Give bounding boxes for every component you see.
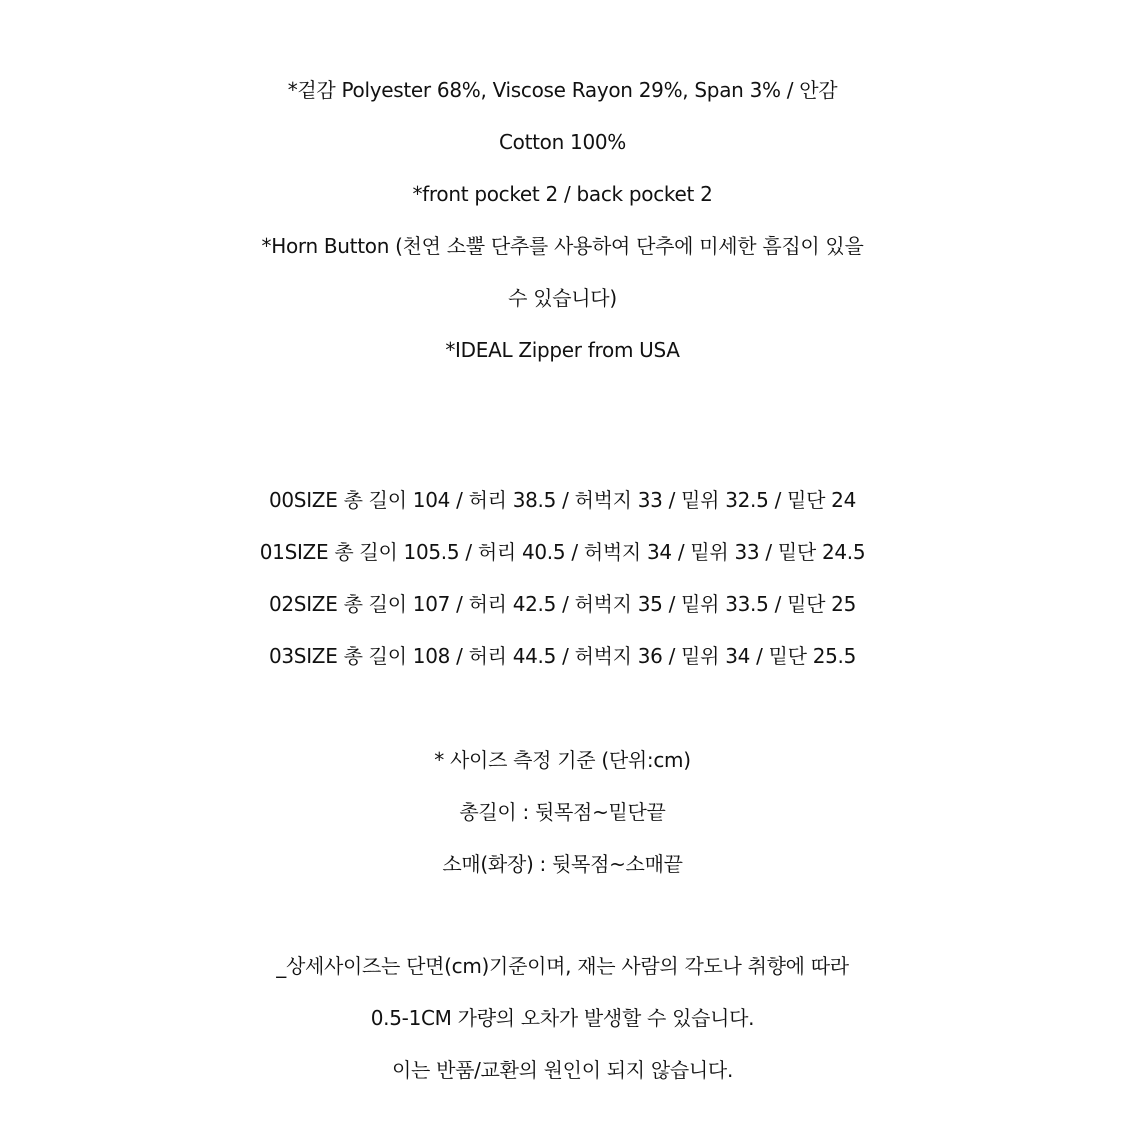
size-row-02: 02SIZE 총 길이 107 / 허리 42.5 / 허벅지 35 / 밑위 33.5 / 밑단 25 [268,592,857,616]
material-line: Cotton 100% [498,130,627,154]
material-line: *겉감 Polyester 68%, Viscose Rayon 29%, Span 3% / 안감 [287,78,838,102]
zipper-line: *IDEAL Zipper from USA [445,338,680,362]
measurement-total-length: 총길이 : 뒷목점~밑단끝 [459,800,666,824]
disclaimer-line: 0.5-1CM 가량의 오차가 발생할 수 있습니다. [370,1006,755,1030]
pocket-line: *front pocket 2 / back pocket 2 [412,182,713,206]
disclaimer-line: 이는 반품/교환의 원인이 되지 않습니다. [391,1058,734,1082]
size-row-01: 01SIZE 총 길이 105.5 / 허리 40.5 / 허벅지 34 / 밑위 33 / 밑단 24.5 [259,540,866,564]
disclaimer-line: _상세사이즈는 단면(cm)기준이며, 재는 사람의 각도나 취향에 따라 [276,954,849,978]
size-row-00: 00SIZE 총 길이 104 / 허리 38.5 / 허벅지 33 / 밑위 32.5 / 밑단 24 [268,488,857,512]
measurement-heading: * 사이즈 측정 기준 (단위:cm) [434,748,691,772]
materials-section [0,64,1125,376]
disclaimer-section [0,940,1125,1096]
button-line: 수 있습니다) [508,286,617,310]
size-row-03: 03SIZE 총 길이 108 / 허리 44.5 / 허벅지 36 / 밑위 34 / 밑단 25.5 [268,644,857,668]
measurement-guide-section [0,734,1125,890]
size-chart-section [0,474,1125,682]
measurement-sleeve: 소매(화장) : 뒷목점~소매끝 [442,852,683,876]
button-line: *Horn Button (천연 소뿔 단추를 사용하여 단추에 미세한 흠집이 있을 [261,234,864,258]
